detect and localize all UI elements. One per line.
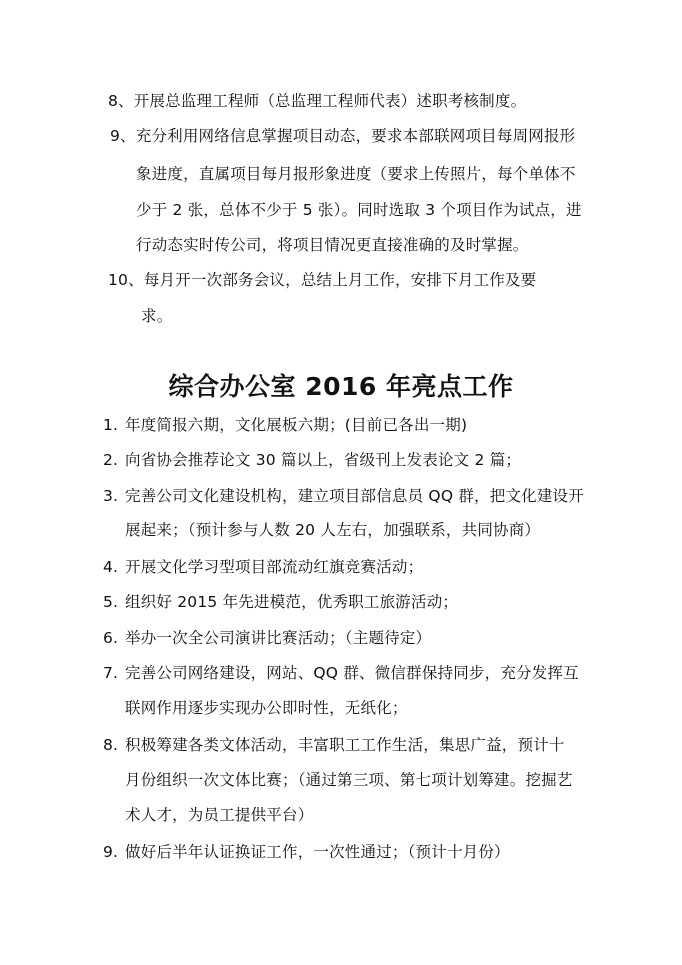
list-item-number: 5. bbox=[103, 593, 119, 611]
top-item-9-line-3: 少于 2 张，总体不少于 5 张）。同时选取 3 个项目作为试点，进 bbox=[136, 201, 582, 219]
list-item-text: 组织好 2015 年先进模范，优秀职工旅游活动； bbox=[125, 593, 459, 611]
top-item-10-line-1: 10、每月开一次部务会议，总结上月工作，安排下月工作及要 bbox=[108, 271, 537, 289]
list-item-number: 7. bbox=[103, 664, 119, 682]
list-item-number: 1. bbox=[103, 416, 119, 434]
list-item-text: 年度简报六期，文化展板六期；(目前已各出一期) bbox=[125, 416, 468, 434]
list-item-8-continuation-2: 术人才，为员工提供平台） bbox=[125, 806, 314, 824]
list-item-text: 积极筹建各类文体活动，丰富职工工作生活，集思广益，预计十 bbox=[125, 736, 565, 754]
top-item-9-line-1: 9、充分利用网络信息掌握项目动态，要求本部联网项目每周网报形 bbox=[110, 127, 576, 145]
list-item-6 bbox=[103, 628, 431, 648]
list-item-number: 8. bbox=[103, 736, 119, 754]
top-item-9-line-2: 象进度，直属项目每月报形象进度（要求上传照片，每个单体不 bbox=[136, 165, 576, 183]
list-item-5 bbox=[103, 592, 458, 612]
top-item-8-line: 8、开展总监理工程师（总监理工程师代表）述职考核制度。 bbox=[108, 92, 527, 110]
list-item-text: 完善公司文化建设机构，建立项目部信息员 QQ 群，把文化建设开 bbox=[125, 487, 584, 505]
list-item-9 bbox=[103, 842, 510, 862]
list-item-number: 6. bbox=[103, 629, 119, 647]
list-item-7 bbox=[103, 663, 579, 683]
list-item-7-continuation: 联网作用逐步实现办公即时性，无纸化； bbox=[125, 699, 408, 717]
top-item-9-line-4: 行动态实时传公司，将项目情况更直接准确的及时掌握。 bbox=[136, 236, 529, 254]
list-item-8-continuation-1: 月份组织一次文体比赛；（通过第三项、第七项计划筹建。挖掘艺 bbox=[125, 771, 573, 789]
list-item-3 bbox=[103, 486, 584, 506]
top-item-10-line-2: 求。 bbox=[141, 307, 173, 325]
list-item-1 bbox=[103, 415, 467, 435]
list-item-2 bbox=[103, 450, 521, 470]
section-heading: 综合办公室 2016 年亮点工作 bbox=[168, 372, 514, 401]
list-item-number: 3. bbox=[103, 487, 119, 505]
list-item-4 bbox=[103, 557, 423, 577]
list-item-text: 举办一次全公司演讲比赛活动；（主题待定） bbox=[125, 629, 432, 647]
list-item-3-continuation: 展起来；（预计参与人数 20 人左右，加强联系，共同协商） bbox=[125, 521, 541, 539]
list-item-number: 4. bbox=[103, 558, 119, 576]
list-item-text: 完善公司网络建设，网站、QQ 群、微信群保持同步，充分发挥互 bbox=[125, 664, 579, 682]
list-item-number: 9. bbox=[103, 843, 119, 861]
list-item-text: 向省协会推荐论文 30 篇以上，省级刊上发表论文 2 篇； bbox=[125, 451, 522, 469]
list-item-text: 开展文化学习型项目部流动红旗竞赛活动； bbox=[125, 558, 424, 576]
list-item-text: 做好后半年认证换证工作，一次性通过；（预计十月份） bbox=[125, 843, 510, 861]
list-item-number: 2. bbox=[103, 451, 119, 469]
list-item-8 bbox=[103, 735, 565, 755]
